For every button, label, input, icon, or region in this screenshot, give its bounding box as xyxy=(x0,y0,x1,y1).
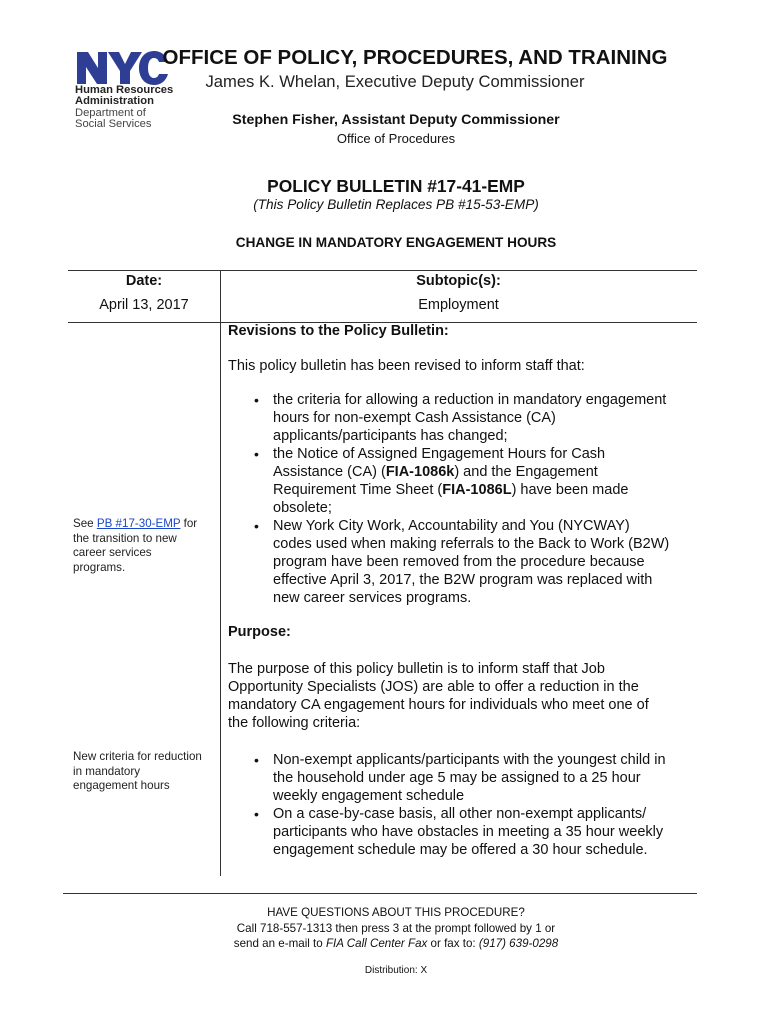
bullet-icon: • xyxy=(254,392,259,408)
fax-number: (917) 639-0298 xyxy=(478,937,559,950)
margin-note-line: the transition to new xyxy=(73,531,177,545)
purpose-line: The purpose of this policy bulletin is to inform staff that Job xyxy=(228,661,605,677)
revisions-heading: Revisions to the Policy Bulletin: xyxy=(228,323,449,339)
column-divider xyxy=(220,270,221,876)
purpose-line: mandatory CA engagement hours for individuals who meet one of xyxy=(228,697,649,713)
form-number-fia-1086l: FIA-1086L xyxy=(442,482,512,498)
revision-item-line: codes used when making referrals to the Back to Work (B2W) xyxy=(273,536,670,552)
subtopic-value: Employment xyxy=(418,297,499,313)
date-value: April 13, 2017 xyxy=(99,297,189,313)
revision-item-line: the Notice of Assigned Engagement Hours for Cash xyxy=(273,446,606,462)
fia-call-center-fax: FIA Call Center Fax xyxy=(325,937,428,950)
margin-note-line: career services xyxy=(73,546,152,559)
margin-note-line: engagement hours xyxy=(73,779,170,792)
text-run: Assistance (CA) ( xyxy=(273,464,386,480)
margin-note-criteria xyxy=(73,750,218,794)
revision-item-line: New York City Work, Accountability and You (NYCWAY) xyxy=(273,518,630,534)
bullet-icon: • xyxy=(254,806,259,822)
form-number-fia-1086k: FIA-1086k xyxy=(385,464,455,480)
text-run: See xyxy=(73,517,97,530)
purpose-line: the following criteria: xyxy=(228,715,361,731)
footer-contact xyxy=(0,937,770,950)
criteria-item-case-by-case xyxy=(228,805,698,859)
bulletin-number: POLICY BULLETIN #17-41-EMP xyxy=(267,176,525,196)
criteria-item-line: On a case-by-case basis, all other non-exempt applicants/ xyxy=(273,806,647,822)
footer-questions: HAVE QUESTIONS ABOUT THIS PROCEDURE? xyxy=(267,906,525,919)
footer-call: Call 718-557-1313 then press 3 at the prompt followed by 1 or xyxy=(236,922,556,935)
date-label: Date: xyxy=(125,273,163,289)
org-dept-line-1: Department of xyxy=(75,107,146,119)
assistant-commissioner: Stephen Fisher, Assistant Deputy Commissioner xyxy=(232,112,560,128)
revision-item-nycway xyxy=(228,517,698,607)
revision-item-line xyxy=(273,481,698,499)
text-run: ) have been made xyxy=(511,482,629,498)
revisions-list xyxy=(228,391,698,607)
revisions-intro: This policy bulletin has been revised to inform staff that: xyxy=(228,358,585,374)
margin-note-line: in mandatory xyxy=(73,764,141,778)
bullet-icon: • xyxy=(254,752,259,768)
revision-item-criteria xyxy=(228,391,698,445)
revision-item-line xyxy=(273,463,698,481)
text-run: Requirement Time Sheet ( xyxy=(273,482,443,498)
org-dept-line-2: Social Services xyxy=(75,118,152,130)
footer-rule xyxy=(63,893,697,894)
margin-note-line: New criteria for reduction xyxy=(73,750,202,763)
revision-item-line: applicants/participants has changed; xyxy=(273,428,508,444)
table-top-rule xyxy=(68,270,697,271)
deputy-commissioner: James K. Whelan, Executive Deputy Commissioner xyxy=(205,72,585,91)
subtopic-label: Subtopic(s): xyxy=(416,273,501,289)
bulletin-replaces: (This Policy Bulletin Replaces PB #15-53-EMP) xyxy=(253,197,539,212)
criteria-item-line: weekly engagement schedule xyxy=(273,788,465,804)
office-name: Office of Procedures xyxy=(336,131,456,146)
org-name-line-1: Human Resources xyxy=(75,84,174,96)
revision-item-line: obsolete; xyxy=(273,500,332,516)
criteria-item-line: engagement schedule may be offered a 30 hour schedule. xyxy=(273,842,648,858)
margin-note-line xyxy=(73,517,213,532)
org-name-line-2: Administration xyxy=(75,95,154,107)
purpose-line: Opportunity Specialists (JOS) are able to offer a reduction in the xyxy=(228,679,639,695)
text-run: or fax to: xyxy=(427,937,479,950)
margin-note-line: programs. xyxy=(73,560,126,574)
bulletin-subject: CHANGE IN MANDATORY ENGAGEMENT HOURS xyxy=(235,235,557,250)
text-run: for xyxy=(180,517,198,530)
text-run: send an e-mail to xyxy=(233,937,326,950)
bullet-icon: • xyxy=(254,518,259,534)
purpose-heading: Purpose: xyxy=(228,624,291,640)
criteria-item-line: participants who have obstacles in meeting a 35 hour weekly xyxy=(273,824,664,840)
distribution: Distribution: X xyxy=(364,965,428,976)
revision-item-line: effective April 3, 2017, the B2W program was replaced with xyxy=(273,572,653,588)
criteria-item-youngest-child xyxy=(228,751,698,805)
criteria-item-line: Non-exempt applicants/participants with the youngest child in xyxy=(273,752,666,768)
margin-note-transition xyxy=(73,517,213,575)
office-title: OFFICE OF POLICY, PROCEDURES, AND TRAINING xyxy=(162,46,668,69)
revision-item-line: new career services programs. xyxy=(273,590,472,606)
revision-item-forms xyxy=(228,445,698,517)
revision-item-line: the criteria for allowing a reduction in mandatory engagement xyxy=(273,392,667,408)
criteria-item-line: the household under age 5 may be assigned to a 25 hour xyxy=(273,770,641,786)
purpose-paragraph xyxy=(228,660,678,732)
pb-17-30-emp-link[interactable]: PB #17-30-EMP xyxy=(96,517,181,530)
revision-item-line: hours for non-exempt Cash Assistance (CA) xyxy=(273,410,556,426)
revision-item-line: program have been removed from the procedure because xyxy=(273,554,645,570)
bullet-icon: • xyxy=(254,446,259,462)
criteria-list xyxy=(228,751,698,859)
text-run: ) and the Engagement xyxy=(454,464,598,480)
